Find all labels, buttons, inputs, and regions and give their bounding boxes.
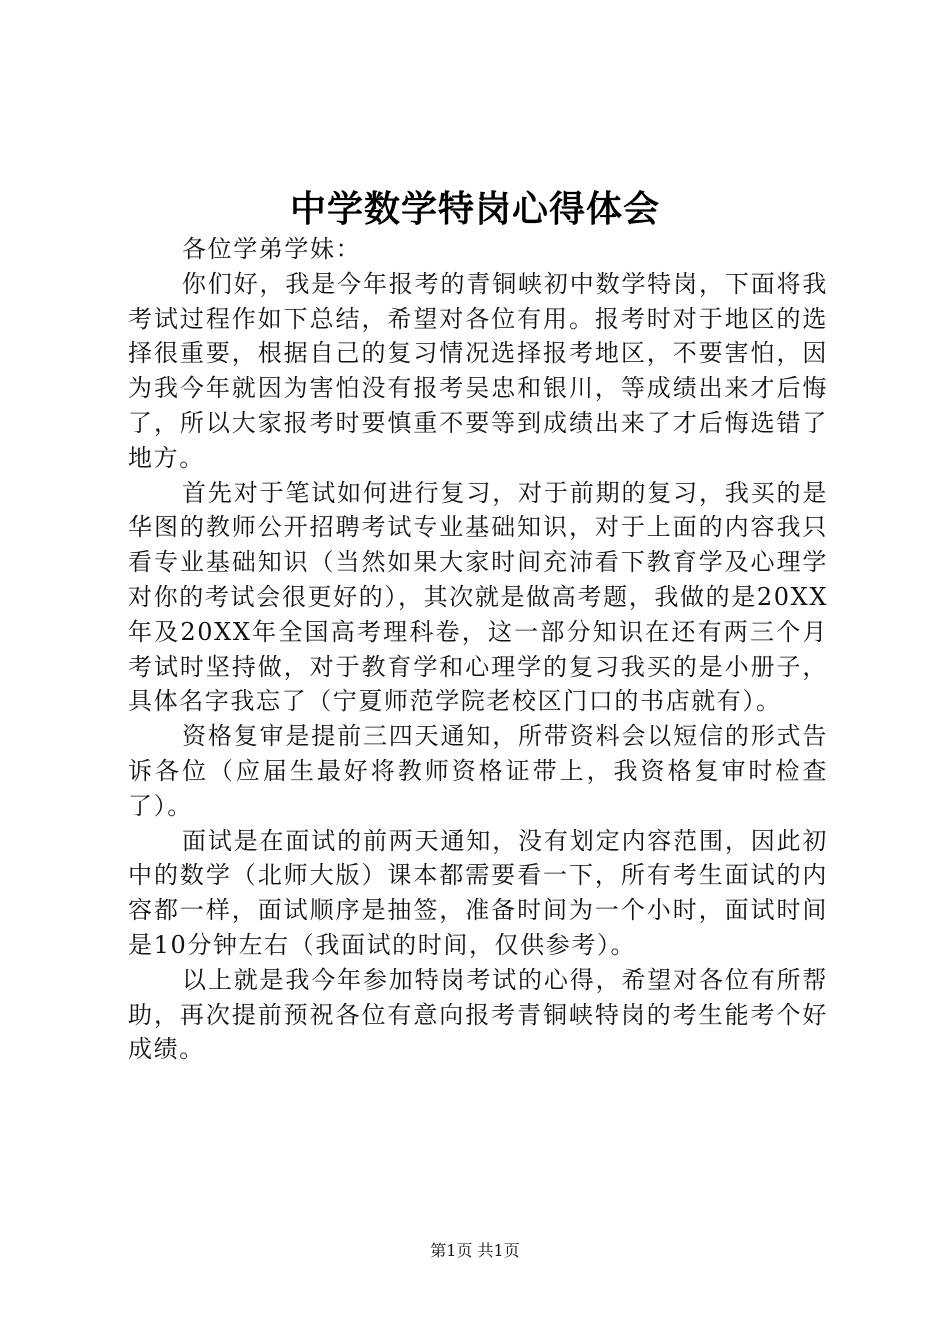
document-body [128, 232, 828, 1067]
paragraph-written-exam: 首先对于笔试如何进行复习，对于前期的复习，我买的是华图的教师公开招聘考试专业基础知识，对于上面的内容我只看专业基础知识（当然如果大家时间充沛看下教育学及心理学对你的考试会很更好的），其次就是做高考题，我做的是20XX年及20XX年全国高考理科卷，这一部分知识在还有两三个月考试时坚持做，对于教育学和心理学的复习我买的是小册子，具体名字我忘了（宁夏师范学院老校区门口的书店就有）。 [128, 478, 828, 716]
salutation: 各位学弟学妹： [182, 235, 362, 263]
paragraph-intro: 你们好，我是今年报考的青铜峡初中数学特岗，下面将我考试过程作如下总结，希望对各位有用。报考时对于地区的选择很重要，根据自己的复习情况选择报考地区，不要害怕，因为我今年就因为害怕没有报考吴忠和银川，等成绩出来才后悔了，所以大家报考时要慎重不要等到成绩出来了才后悔选错了地方。 [128, 269, 828, 472]
paragraph-interview: 面试是在面试的前两天通知，没有划定内容范围，因此初中的数学（北师大版）课本都需要看一下，所有考生面试的内容都一样，面试顺序是抽签，准备时间为一个小时，面试时间是10分钟左右（我面试的时间，仅供参考）。 [128, 826, 828, 959]
document-title: 中学数学特岗心得体会 [289, 188, 660, 230]
page-footer: 第1页 共1页 [430, 1241, 520, 1260]
paragraph-qualification-review: 资格复审是提前三四天通知，所带资料会以短信的形式告诉各位（应届生最好将教师资格证带上，我资格复审时检查了）。 [128, 722, 828, 820]
paragraph-closing: 以上就是我今年参加特岗考试的心得，希望对各位有所帮助，再次提前预祝各位有意向报考青铜峡特岗的考生能考个好成绩。 [128, 965, 828, 1064]
